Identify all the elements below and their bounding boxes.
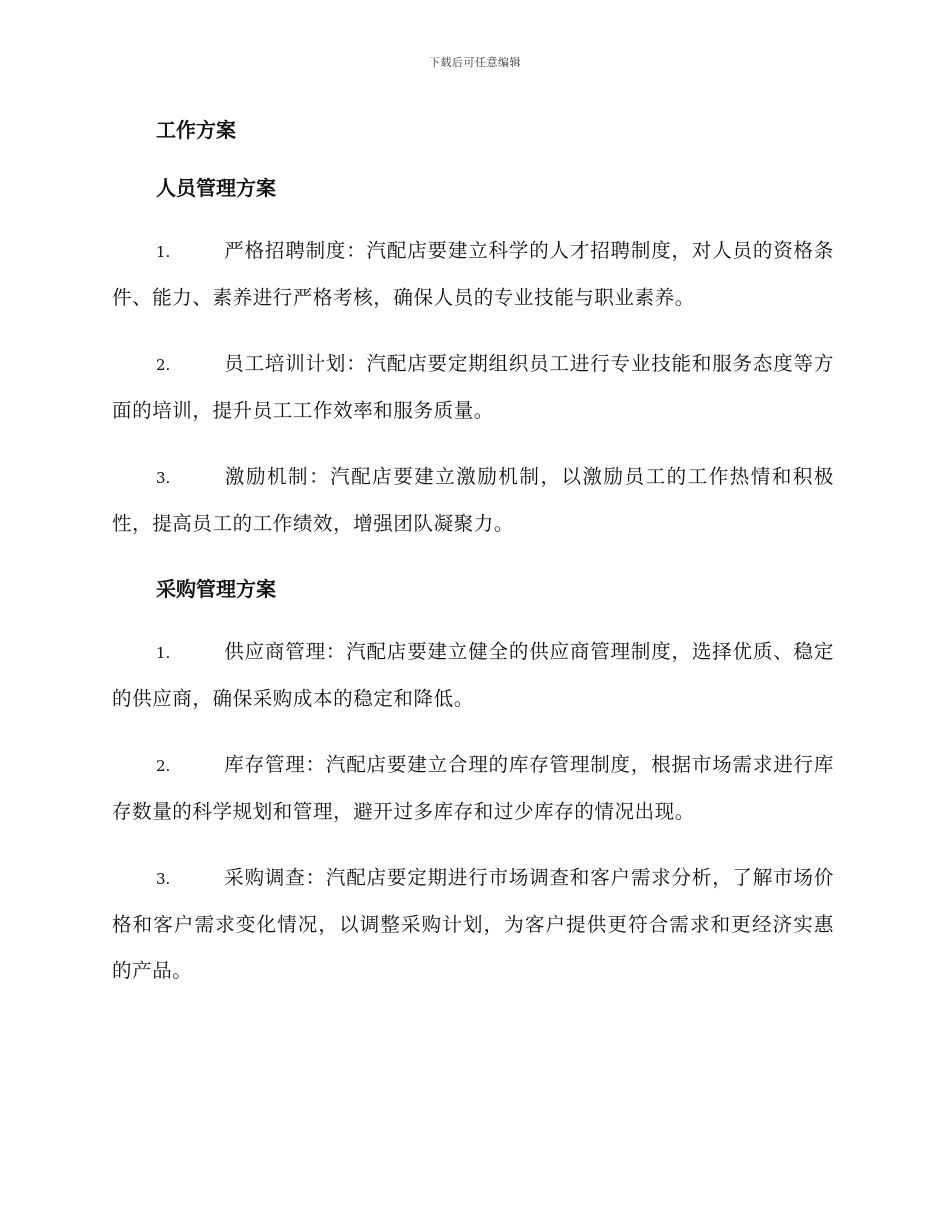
item-number: 2. [156, 757, 171, 775]
document-title: 工作方案 [156, 118, 236, 142]
page-header-note: 下载后可任意编辑 [429, 56, 521, 69]
item-number: 2. [156, 356, 171, 374]
item-number: 1. [156, 243, 171, 261]
item-text: 激励机制：汽配店要建立激励机制，以激励员工的工作热情和积极性，提高员工的工作绩效，增强团队凝聚力。 [112, 465, 834, 535]
item-text: 库存管理：汽配店要建立合理的库存管理制度，根据市场需求进行库存数量的科学规划和管理，避开过多库存和过少库存的情况出现。 [112, 753, 834, 823]
list-item [112, 228, 834, 321]
list-item [112, 629, 834, 722]
item-number: 1. [156, 644, 171, 662]
item-text: 严格招聘制度：汽配店要建立科学的人才招聘制度，对人员的资格条件、能力、素养进行严格考核，确保人员的专业技能与职业素养。 [112, 239, 834, 309]
section-personnel-management [112, 168, 834, 547]
item-number: 3. [156, 870, 171, 888]
list-item [112, 742, 834, 835]
list-item [112, 341, 834, 434]
list-item [112, 454, 834, 547]
item-text: 供应商管理：汽配店要建立健全的供应商管理制度，选择优质、稳定的供应商，确保采购成本的稳定和降低。 [112, 640, 834, 710]
section-title: 采购管理方案 [156, 577, 276, 601]
list-item [112, 855, 834, 994]
item-text: 采购调查：汽配店要定期进行市场调查和客户需求分析，了解市场价格和客户需求变化情况，以调整采购计划，为客户提供更符合需求和更经济实惠的产品。 [112, 866, 834, 982]
document-body [112, 110, 834, 1014]
section-title: 人员管理方案 [156, 176, 276, 200]
item-number: 3. [156, 469, 171, 487]
item-text: 员工培训计划：汽配店要定期组织员工进行专业技能和服务态度等方面的培训，提升员工工作效率和服务质量。 [112, 352, 834, 422]
section-procurement-management [112, 569, 834, 994]
